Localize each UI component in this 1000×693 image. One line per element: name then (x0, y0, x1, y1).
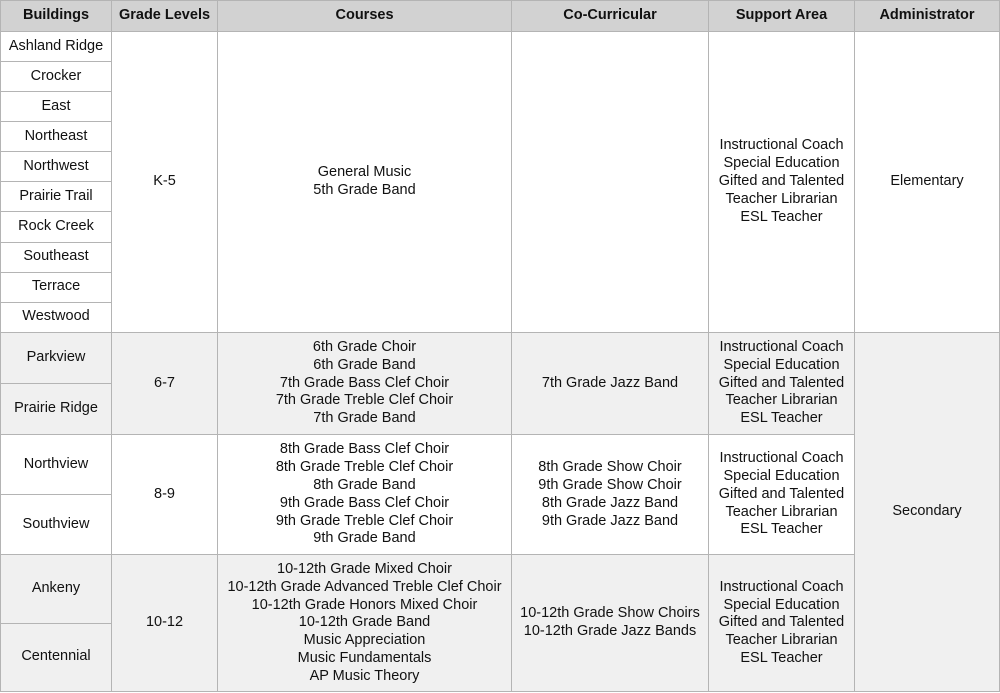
co-curricular-cell (512, 32, 709, 333)
header-co-curricular: Co-Curricular (512, 1, 709, 32)
course-item: Music Appreciation (303, 632, 426, 649)
courses-cell (218, 32, 512, 333)
co-curricular-cell (512, 435, 709, 555)
course-item: 10-12th Grade Advanced Treble Clef Choir (227, 578, 502, 595)
support-area-cell (709, 332, 855, 434)
course-item: 8th Grade Treble Clef Choir (275, 459, 454, 476)
course-item: 10-12th Grade Honors Mixed Choir (251, 596, 478, 613)
support-item: Teacher Librarian (725, 190, 838, 207)
support-item: Special Education (723, 468, 840, 485)
support-item: Gifted and Talented (718, 172, 845, 189)
table-row (1, 32, 1000, 62)
support-item: ESL Teacher (740, 208, 823, 225)
support-item: Gifted and Talented (718, 485, 845, 502)
header-buildings: Buildings (1, 1, 112, 32)
building-cell: Northview (1, 435, 112, 495)
courses-cell (218, 332, 512, 434)
building-cell: Prairie Ridge (1, 383, 112, 434)
header-support-area: Support Area (709, 1, 855, 32)
courses-cell (218, 435, 512, 555)
course-item: 8th Grade Band (313, 476, 416, 493)
administrator-cell: Secondary (855, 332, 1000, 691)
course-item: 9th Grade Treble Clef Choir (275, 512, 454, 529)
course-item: 6th Grade Band (313, 356, 416, 373)
support-area-cell (709, 435, 855, 555)
support-item: ESL Teacher (740, 410, 823, 427)
course-item: General Music (317, 164, 412, 181)
co-curricular-cell (512, 555, 709, 692)
building-cell: Prairie Trail (1, 182, 112, 212)
support-item: Special Education (723, 356, 840, 373)
header-administrator: Administrator (855, 1, 1000, 32)
co-curricular-item: 8th Grade Show Choir (538, 459, 682, 476)
table-row (1, 332, 1000, 383)
support-item: Teacher Librarian (725, 392, 838, 409)
course-item: AP Music Theory (309, 667, 420, 684)
support-item: Special Education (723, 155, 840, 172)
co-curricular-item: 9th Grade Jazz Band (541, 512, 679, 529)
building-cell: Ashland Ridge (1, 32, 112, 62)
co-curricular-cell (512, 332, 709, 434)
support-area-cell (709, 32, 855, 333)
support-item: Gifted and Talented (718, 614, 845, 631)
course-item: 10-12th Grade Mixed Choir (277, 560, 452, 577)
building-cell: Northeast (1, 122, 112, 152)
header-courses: Courses (218, 1, 512, 32)
support-item: Teacher Librarian (725, 632, 838, 649)
courses-cell (218, 555, 512, 692)
course-item: 6th Grade Choir (312, 338, 417, 355)
administrator-cell: Elementary (855, 32, 1000, 333)
co-curricular-item: 10-12th Grade Jazz Bands (523, 623, 697, 640)
building-cell: Parkview (1, 332, 112, 383)
building-cell: Westwood (1, 302, 112, 332)
course-item: 9th Grade Bass Clef Choir (279, 494, 450, 511)
course-item: 5th Grade Band (313, 181, 416, 198)
support-item: Gifted and Talented (718, 374, 845, 391)
course-item: Music Fundamentals (297, 649, 432, 666)
support-item: Instructional Coach (719, 338, 844, 355)
course-item: 7th Grade Bass Clef Choir (279, 374, 450, 391)
course-item: 10-12th Grade Band (298, 614, 431, 631)
course-item: 9th Grade Band (313, 530, 416, 547)
course-item: 7th Grade Treble Clef Choir (275, 392, 454, 409)
building-cell: Southview (1, 495, 112, 555)
table-row (1, 435, 1000, 495)
support-item: Teacher Librarian (725, 503, 838, 520)
header-grade-levels: Grade Levels (112, 1, 218, 32)
support-item: Instructional Coach (719, 578, 844, 595)
building-cell: East (1, 92, 112, 122)
building-cell: Ankeny (1, 555, 112, 623)
co-curricular-item: 7th Grade Jazz Band (541, 374, 679, 391)
building-cell: Rock Creek (1, 212, 112, 242)
support-item: ESL Teacher (740, 649, 823, 666)
building-cell: Crocker (1, 62, 112, 92)
building-cell: Terrace (1, 272, 112, 302)
course-item: 7th Grade Band (313, 410, 416, 427)
grade-levels-cell: 8-9 (112, 435, 218, 555)
building-cell: Centennial (1, 623, 112, 691)
co-curricular-item: 8th Grade Jazz Band (541, 494, 679, 511)
support-item: Instructional Coach (719, 137, 844, 154)
grade-levels-cell: 6-7 (112, 332, 218, 434)
grade-levels-cell: 10-12 (112, 555, 218, 692)
building-cell: Northwest (1, 152, 112, 182)
support-item: ESL Teacher (740, 521, 823, 538)
support-item: Special Education (723, 596, 840, 613)
co-curricular-item: 9th Grade Show Choir (538, 476, 682, 493)
building-cell: Southeast (1, 242, 112, 272)
grade-levels-cell: K-5 (112, 32, 218, 333)
co-curricular-item: 10-12th Grade Show Choirs (520, 605, 700, 622)
course-item: 8th Grade Bass Clef Choir (279, 441, 450, 458)
support-area-cell (709, 555, 855, 692)
support-item: Instructional Coach (719, 450, 844, 467)
table-row (1, 555, 1000, 623)
header-row (1, 1, 1000, 32)
